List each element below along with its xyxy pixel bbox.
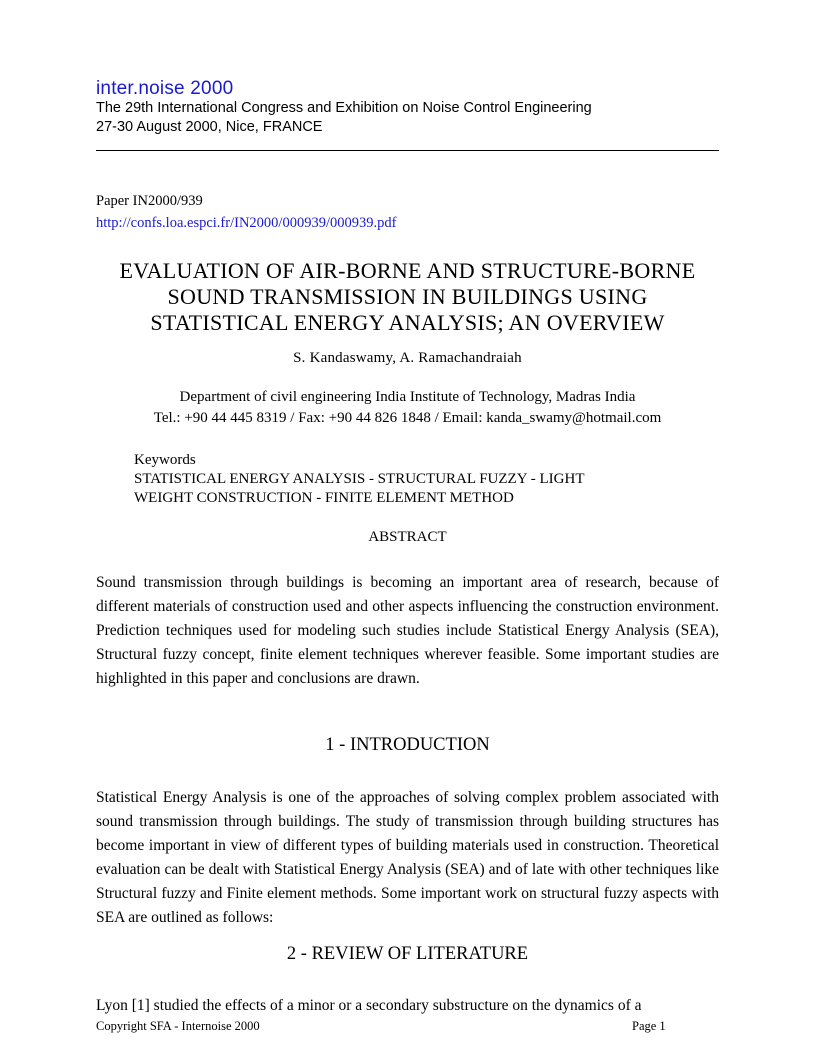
conference-name: inter.noise 2000	[96, 78, 234, 99]
literature-review-heading: 2 - REVIEW OF LITERATURE	[286, 944, 529, 964]
conference-dates-location: 27-30 August 2000, Nice, FRANCE	[96, 119, 323, 135]
keywords-line: WEIGHT CONSTRUCTION - FINITE ELEMENT METHOD	[134, 490, 514, 506]
paper-title	[96, 258, 719, 336]
abstract-text: Sound transmission through buildings is becoming an important area of research, because of different materials of construction used and other aspects influencing the construction environment. Prediction techniques used for modeling such studies include Statistical Energy Analysis (SEA), Structural fuzzy concept, finite element techniques wherever feasible. Some important studies are highlighted in this paper and conclusions are drawn.	[96, 574, 719, 687]
affiliation: Department of civil engineering India Institute of Technology, Madras India	[179, 389, 636, 405]
literature-review-text: Lyon [1] studied the effects of a minor or a secondary substructure on the dynamics of a	[96, 997, 642, 1014]
header-divider	[96, 150, 719, 151]
keywords-line: STATISTICAL ENERGY ANALYSIS - STRUCTURAL FUZZY - LIGHT	[134, 471, 585, 487]
congress-title: The 29th International Congress and Exhibition on Noise Control Engineering	[96, 100, 592, 116]
contact-info: Tel.: +90 44 445 8319 / Fax: +90 44 826 1848 / Email: kanda_swamy@hotmail.com	[153, 410, 662, 426]
paper-title-line: EVALUATION OF AIR-BORNE AND STRUCTURE-BORNE	[119, 258, 696, 283]
authors: S. Kandaswamy, A. Ramachandraiah	[293, 350, 522, 366]
introduction-text: Statistical Energy Analysis is one of the approaches of solving complex problem associated with sound transmission through buildings. The study of transmission through building structures has become important in view of different types of building materials used in construction. Theoretical evaluation can be dealt with Statistical Energy Analysis (SEA) and of late with other techniques like Structural fuzzy and Finite element methods. Some important work on structural fuzzy aspects with SEA are outlined as follows:	[96, 789, 719, 926]
paper-url-link[interactable]: http://confs.loa.espci.fr/IN2000/000939/000939.pdf	[96, 215, 397, 231]
paper-id: Paper IN2000/939	[96, 193, 203, 209]
footer-copyright: Copyright SFA - Internoise 2000	[96, 1019, 260, 1033]
introduction-heading: 1 - INTRODUCTION	[325, 735, 490, 755]
paper-title-line: SOUND TRANSMISSION IN BUILDINGS USING	[167, 284, 648, 309]
footer-page-number: Page 1	[632, 1019, 666, 1033]
paper-title-line: STATISTICAL ENERGY ANALYSIS; AN OVERVIEW	[150, 310, 665, 335]
abstract-heading: ABSTRACT	[368, 529, 447, 545]
keywords-label: Keywords	[134, 452, 196, 468]
